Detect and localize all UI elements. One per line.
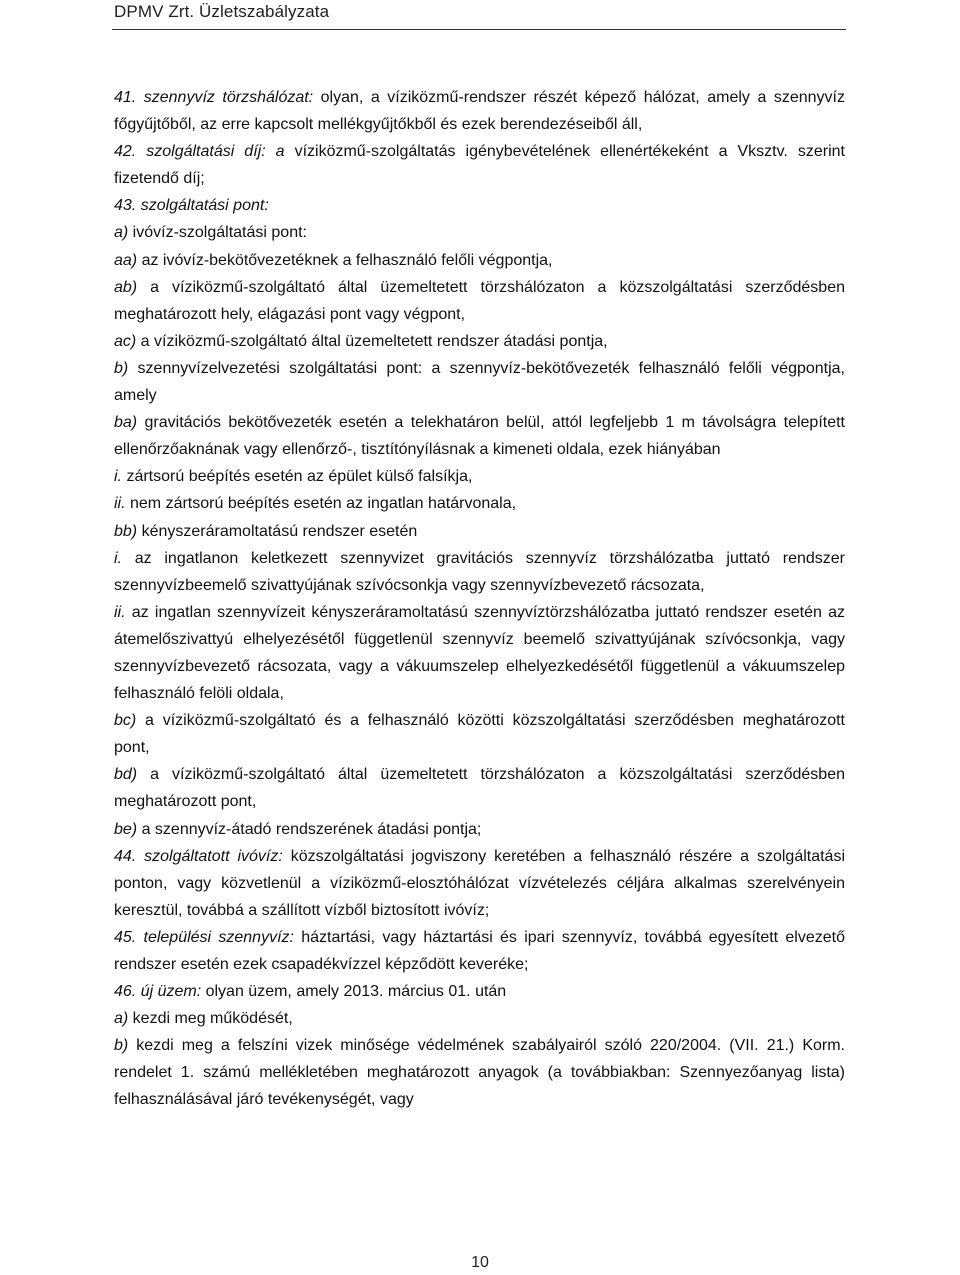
definition-text: olyan, a víziközmű-rendszer részét képező hálózat, amely a szennyvíz főgyűjtőből, az erre kapcsolt mellékgyűjtőkből és ezek berendezéseiből áll,: [114, 89, 846, 134]
list-label: ba): [114, 414, 138, 432]
list-item-bb-i: [114, 545, 845, 599]
list-item-ab: [114, 274, 845, 328]
list-item-bc: [114, 707, 845, 761]
definition-label: 44. szolgáltatott ivóvíz:: [114, 847, 283, 865]
definition-text: olyan üzem, amely 2013. március 01. után: [201, 983, 507, 1001]
definition-label: 43. szolgáltatási pont:: [114, 197, 269, 215]
list-label: i.: [114, 549, 122, 567]
list-text: a víziközmű-szolgáltató által üzemeltetett rendszer átadási pontja,: [136, 332, 608, 350]
list-item-46b: [114, 1032, 845, 1113]
definition-text: közszolgáltatási jogviszony keretében a felhasználó részére a szolgáltatási ponton, vagy közvetlenül a víziközmű-elosztóhálózat vízvételezés céljára alkalmas szerelvényein keresztül, továbbá a szállított vízből biztosított ivóvíz;: [114, 847, 846, 919]
list-label: ii.: [114, 603, 126, 621]
document-header: DPMV Zrt. Üzletszabályzata: [114, 2, 330, 21]
definition-44: [114, 843, 845, 924]
definition-label: 45. települési szennyvíz:: [114, 928, 294, 946]
page-number: 10: [471, 1254, 489, 1271]
list-text: a víziközmű-szolgáltató által üzemeltetett törzshálózaton a közszolgáltatási szerződésben meghatározott hely, elágazási pont vagy végpont,: [114, 278, 845, 323]
list-text: gravitációs bekötővezeték esetén a telekhatáron belül, attól legfeljebb 1 m távolságra telepített ellenőrzőaknának vagy ellenőrző-, tisztítónyílásnak a kimeneti oldala, ezek hiányában: [114, 414, 845, 459]
list-item-ba-i: [114, 463, 845, 490]
list-text: nem zártsorú beépítés esetén az ingatlan határvonala,: [125, 495, 517, 513]
list-text: a víziközmű-szolgáltató által üzemeltetett törzshálózaton a közszolgáltatási szerződésben meghatározott pont,: [114, 766, 845, 811]
list-text: ivóvíz-szolgáltatási pont:: [128, 224, 307, 242]
list-text: kezdi meg a felszíni vizek minősége védelmének szabályairól szóló 220/2004. (VII. 21.) Korm. rendelet 1. számú mellékletében meghatározott anyagok (a továbbiakban: Szennyezőanyag lista) felhasználásával járó tevékenységét, vagy: [114, 1037, 845, 1109]
list-label: bb): [114, 522, 138, 540]
document-body: [114, 84, 845, 1114]
list-item-bb-ii: [114, 599, 845, 707]
list-item-aa: [114, 247, 845, 274]
definition-41: [114, 84, 845, 138]
list-text: az ingatlanon keletkezett szennyvizet gravitációs szennyvíz törzshálózatba juttató rendszer szennyvízbeemelő szivattyújának szívócsonkja vagy szennyvízbevezető rácsozata,: [114, 549, 845, 594]
list-text: az ingatlan szennyvízeit kényszeráramoltatású szennyvíztörzshálózatba juttató rendszer esetén az átemelőszivattyú elhelyezésétől függetlenül szennyvíz beemelő szivattyújának szívócsonkja, vagy szennyvízbevezető rácsozata, vagy a vákuumszelep elhelyezkedésétől függetlenül a vákuumszelep felhasználó felöli oldala,: [114, 603, 845, 703]
list-label: b): [114, 1037, 129, 1055]
definition-46: [114, 978, 845, 1005]
definition-42: [114, 138, 845, 192]
list-label: b): [114, 359, 129, 377]
list-label: a): [114, 1010, 129, 1028]
list-item-be: [114, 816, 845, 843]
list-text: a víziközmű-szolgáltató és a felhasználó közötti közszolgáltatási szerződésben meghatározott pont,: [114, 712, 845, 757]
list-text: szennyvízelvezetési szolgáltatási pont: a szennyvíz-bekötővezeték felhasználó felőli végpontja, amely: [114, 359, 845, 405]
definition-45: [114, 924, 845, 978]
list-label: i.: [114, 468, 122, 486]
list-text: kezdi meg működését,: [128, 1010, 293, 1028]
list-text: kényszeráramoltatású rendszer esetén: [137, 522, 418, 540]
list-label: ii.: [114, 495, 126, 513]
list-item-ba: [114, 409, 845, 463]
list-item-a: [114, 219, 845, 246]
list-item-46a: [114, 1005, 845, 1032]
list-text: zártsorú beépítés esetén az épület külső falsíkja,: [122, 468, 473, 486]
list-label: ab): [114, 278, 138, 296]
definition-text: víziközmű-szolgáltatás igénybevételének ellenértékeként a Vksztv. szerint fizetendő díj;: [114, 143, 845, 188]
list-label: bc): [114, 712, 137, 730]
list-item-bb: [114, 518, 845, 545]
list-label: aa): [114, 251, 138, 269]
list-item-ba-ii: [114, 490, 845, 517]
list-text: az ivóvíz-bekötővezetéknek a felhasználó felőli végpontja,: [137, 251, 553, 269]
list-item-ac: [114, 328, 845, 355]
list-label: a): [114, 224, 129, 242]
list-item-b: [114, 355, 845, 409]
definition-text: háztartási, vagy háztartási és ipari szennyvíz, továbbá egyesített elvezető rendszer esetén ezek csapadékvízzel képződött keveréke;: [114, 928, 845, 973]
definition-label: 42. szolgáltatási díj: a: [114, 143, 285, 161]
header-divider: [112, 29, 846, 30]
list-label: bd): [114, 766, 138, 784]
list-label: ac): [114, 332, 137, 350]
list-item-bd: [114, 761, 845, 815]
list-text: a szennyvíz-átadó rendszerének átadási pontja;: [137, 820, 482, 838]
definition-label: 41. szennyvíz törzshálózat:: [114, 89, 314, 106]
list-label: be): [114, 820, 138, 838]
definition-label: 46. új üzem:: [114, 983, 202, 1001]
definition-43: [114, 192, 845, 219]
